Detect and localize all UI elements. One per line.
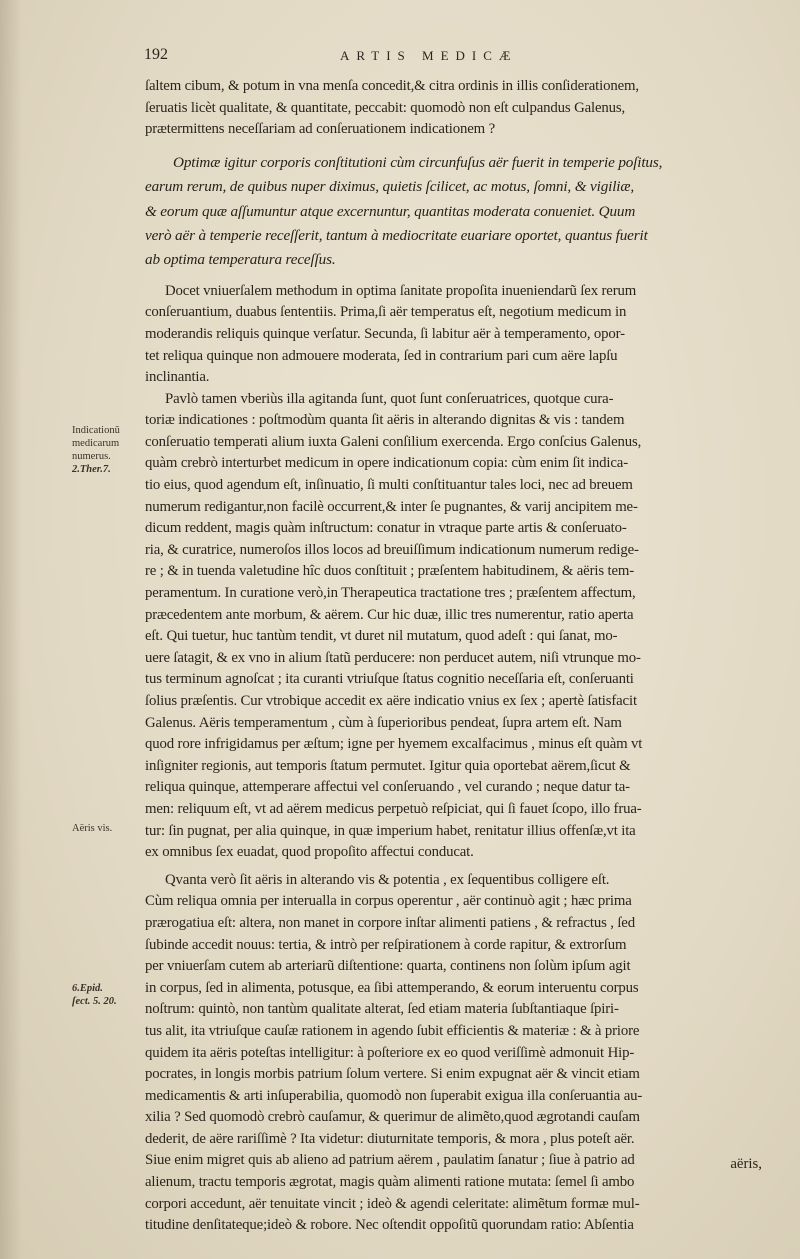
page-number: 192 xyxy=(144,46,168,63)
text-line: ex omnibus ſex euadat, quod propoſito affectui conducat. xyxy=(145,844,474,861)
text-line: dederit, de aëre rariſſimè ? Ita videtur: diuturnitate temporis, & mora , plus poteſt aër. xyxy=(145,1130,635,1147)
text-line: re ; & in tuenda valetudine hîc duos conſtituit ; præſentem habitudinem, & aëris tem- xyxy=(145,563,634,580)
text-line: alienum, tractu temporis ægrotat, magis quàm alimenti ratione mutata: ſemel ſi ambo xyxy=(145,1174,635,1191)
text-line: verò aër à temperie receſſerit, tantum à mediocritate euariare oportet, quantus fuerit xyxy=(145,226,648,244)
text-line: Docet vniuerſalem methodum in optima ſanitate propoſita inueniendarũ ſex rerum xyxy=(165,282,637,299)
text-line: Siue enim migret quis ab alieno ad patrium aërem , paulatim ſanatur ; ſiue à patrio ad xyxy=(145,1152,635,1169)
paragraph-quanta xyxy=(145,870,765,1237)
text-line: corpori accedunt, aër tenuitate vincit ; ideò & agendi celeritate: alimẽtum formæ mul- xyxy=(145,1195,640,1212)
margin-note-line: Indicationũ xyxy=(72,425,120,436)
text-line: prærogatiua eſt: altera, non manet in corpore inſtar alimenti patiens , & refractus , ſed xyxy=(145,914,635,931)
text-line: per vniuerſam cutem ab arteriarũ diſtentione: quarta, continens non ſolùm ipſum agit xyxy=(145,958,631,975)
margin-note-line: Aëris vis. xyxy=(72,823,113,834)
text-line: quàm crebrò interturbet medicum in opere indicationum copia: cùm enim ſit indica- xyxy=(145,455,628,472)
text-line: dicum reddent, magis quàm inſtructum: conatur in vtraque parte artis & conſeruato- xyxy=(145,520,627,537)
text-line: prætermittens neceſſariam ad conſeruationem indicationem ? xyxy=(145,121,495,138)
text-line: tio eius, quod agendum eſt, inſinuatio, ſi multi conſtituantur tales loci, nec ad breuem xyxy=(145,477,633,494)
text-line: men: reliquum eſt, vt ad aërem medicus perpetuò reſpiciat, qui ſi fauet ſcopo, illo frua- xyxy=(145,800,642,817)
text-line: tur: ſin pugnat, per alia quinque, in quæ imperium habet, renitatur illius offenſæ,vt ita xyxy=(145,822,636,839)
text-line: eſt. Qui tuetur, huc tantùm tendit, vt duret nil mutatum, quod adeſt : qui ſanat, mo- xyxy=(145,628,618,645)
text-line: toriæ indicationes : poſtmodùm quanta ſit aëris in alterando dignitas & vis : tandem xyxy=(145,412,625,429)
text-line: pocrates, in longis morbis patrium ſolum vertere. Si enim expugnat aër & vincit etiam xyxy=(145,1066,640,1083)
text-line: ſolius præſentis. Cur vtrobique accedit ex aëre indicatio vnius ex ſex ; apertè ſatisfacit xyxy=(145,693,637,710)
margin-note-line: 6.Epid. xyxy=(72,983,103,994)
margin-note-indications xyxy=(72,424,120,476)
text-line: tus terminum agnoſcat ; ita curanti vtriuſque ſtatus cognitio neceſſaria eſt, conſeruanti xyxy=(145,671,634,688)
text-line: peramentum. In curatione verò,in Therapeutica tractatione tres ; præſentem affectum, xyxy=(145,585,636,602)
paragraph-aphorism xyxy=(145,151,765,273)
text-line: Optimæ igitur corporis conſtitutioni cùm circunfuſus aër fuerit in temperie poſitus, xyxy=(173,153,663,171)
catchword: aëris, xyxy=(730,1156,762,1172)
text-line: tet reliqua quinque non admouere moderata, ſed in contrarium pari cum aëre lapſu xyxy=(145,347,618,364)
text-line: Qvanta verò ſit aëris in alterando vis & potentia , ex ſequentibus colligere eſt. xyxy=(165,871,610,888)
text-line: inclinantia. xyxy=(145,369,210,386)
paragraph-docet xyxy=(145,281,765,389)
text-line: ria, & curatrice, numeroſos illos locos ad breuiſſimum indicationum numerum redige- xyxy=(145,541,639,558)
text-line: titudine denſitateque;ideò & robore. Nec oſtendit oppoſitũ quorundam ratio: Abſentia xyxy=(145,1217,634,1234)
margin-note-line: numerus. xyxy=(72,451,111,462)
text-line: Pavlò tamen vberiùs illa agitanda ſunt, quot ſunt conſeruatrices, quotque cura- xyxy=(165,390,614,407)
text-line: in corpus, ſed in alimenta, potusque, ea ſibi attemperando, & eorum interuentu corpus xyxy=(145,979,639,996)
text-line: ſeruatis licèt qualitate, & quantitate, peccabit: quomodò non eſt culpandus Galenus, xyxy=(145,99,626,116)
text-line: & eorum quæ aſſumuntur atque excernuntur, quantitas moderata conueniet. Quum xyxy=(145,202,636,220)
margin-note-aeris-vis xyxy=(72,822,112,835)
text-line: inſigniter regionis, aut temporis ſtatum permutet. Igitur quia oportebat aërem,ſicut & xyxy=(145,757,631,774)
text-line: Cùm reliqua omnia per interualla in corpus operentur , aër continuò agit ; hæc prima xyxy=(145,893,632,910)
text-line: quidem ita aëris poteſtas intelligitur: à poſteriore ex eo quod veriſſimè admonuit Hip- xyxy=(145,1044,635,1061)
text-line: noſtrum: quintò, non tantùm qualitate alterat, ſed etiam materia ſubſtantiaque ſpiri- xyxy=(145,1001,619,1018)
text-line: ſaltem cibum, & potum in vna menſa concedit,& citra ordinis in illis conſiderationem, xyxy=(145,78,639,94)
text-line: tus alit, ita vtriuſque cauſæ rationem in agendo ſubit efficientis & materiæ : & à priore xyxy=(145,1022,640,1039)
gutter-shadow xyxy=(0,0,22,1259)
text-line: quod rore infrigidamus per æſtum; igne per hyemem excalfacimus , minus eſt quàm vt xyxy=(145,736,643,753)
text-line: medicamentis & arti inſuperabilia, quomodò non ſuperabit exigua illa conſeruantia au- xyxy=(145,1087,643,1104)
text-line: moderandis reliquis quinque verſatur. Secunda, ſi labitur aër à temperamento, opor- xyxy=(145,325,625,342)
margin-note-line: medicarum xyxy=(72,438,120,449)
text-line: ab optima temperatura receſſus. xyxy=(145,251,336,269)
text-line: præcedentem ante morbum, & aërem. Cur hic duæ, illic tres numerentur, ratio aperta xyxy=(145,606,634,623)
running-head: ARTIS MEDICÆ xyxy=(340,48,518,63)
paragraph-paulo xyxy=(145,389,765,864)
text-line: conſeruantium, duabus ſententiis. Prima,ſi aër temperatus eſt, negotium medicum in xyxy=(145,304,627,321)
margin-note-line: ſect. 5. 20. xyxy=(72,996,117,1007)
text-line: earum rerum, de quibus nuper diximus, quietis ſcilicet, ac motus, ſomni, & vigiliæ, xyxy=(145,178,634,196)
text-line: uere ſatagit, & ex vno in alium ſtatũ perducere: non perducet autem, niſi vtrunque mo- xyxy=(145,649,641,666)
text-line: numerum redigantur,non facilè occurrent,& inter ſe pugnantes, & varij ancipitem me- xyxy=(145,498,638,515)
page-header xyxy=(114,44,774,70)
text-line: reliqua quinque, attemperare affectui vel conſeruando , vel curando ; neque datur ta- xyxy=(145,779,630,796)
text-line: xilia ? Sed quomodò crebrò cauſamur, & querimur de alimẽto,quod ægrotandi cauſam xyxy=(145,1109,640,1126)
paragraph-intro xyxy=(145,76,765,141)
text-line: conſeruatio temperati alium iuxta Galeni conſilium exercenda. Ergo conſcius Galenus, xyxy=(145,433,642,450)
margin-note-reference: 2.Ther.7. xyxy=(72,464,111,475)
body-text xyxy=(145,76,765,1237)
margin-note-epidemics xyxy=(72,982,117,1008)
text-line: Galenus. Aëris temperamentum , cùm à ſuperioribus pendeat, ſupra artem eſt. Nam xyxy=(145,714,622,731)
text-line: ſubinde accedit nouus: tertia, & intrò per reſpirationem à corde rapitur, & extrorſum xyxy=(145,936,627,953)
